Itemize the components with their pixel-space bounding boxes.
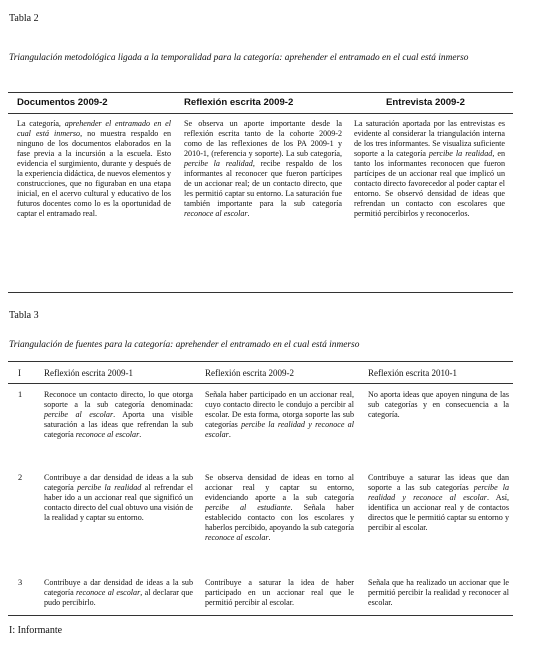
- cell-text: , recibe respaldo de los informantes al reconocer que fueron partícipes de un accionar real; de un contacto directo, que les permitió captar su entorno. La saturación fue también importante para la sub categoría: [184, 159, 342, 209]
- table3-row1-informante: 1: [18, 390, 23, 399]
- cell-text: . Así, identifica un accionar real y de contactos directos que le permitió captar su entorno y percibir al escolar.: [368, 493, 510, 533]
- cell-emphasis: reconoce al escolar: [184, 209, 248, 219]
- cell-text: . Aporta una visible saturación a las ideas que refrendan la sub categoría: [44, 410, 194, 440]
- table3-header-reflexion-2009-1: Reflexión escrita 2009-1: [44, 368, 133, 378]
- table3-row3-cell-2009-2: [205, 578, 354, 608]
- table3-bottom-rule: [8, 615, 513, 616]
- table3-caption: Triangulación de fuentes para la categoría: aprehender el entramado en el cual está inmerso: [9, 340, 360, 350]
- cell-text: , al declarar que pudo percibirlo.: [44, 588, 193, 608]
- table3-label: Tabla 3: [9, 310, 39, 321]
- table2-cell-entrevista: [354, 119, 505, 219]
- table2-header-reflexion: Reflexión escrita 2009-2: [184, 97, 294, 108]
- cell-text: Contribuye a saturar las ideas que dan soporte a las sub categorías: [368, 473, 509, 493]
- table2-top-rule: [8, 92, 513, 93]
- table3-row3-cell-2010-1: [368, 578, 509, 608]
- cell-emphasis: percibe al escolar: [44, 410, 114, 420]
- cell-text: No aporta ideas que apoyen ninguna de las sub categorías y en consecuencia a la categoría.: [368, 390, 509, 420]
- cell-emphasis: aprehender el entramado en el cual está inmerso: [17, 119, 172, 139]
- table3-row2-cell-2009-1: [44, 473, 193, 523]
- table3-header-reflexion-2010-1: Reflexión escrita 2010-1: [368, 368, 457, 378]
- table3-row2-cell-2010-1: [368, 473, 509, 533]
- cell-emphasis: percibe la realidad: [77, 483, 142, 493]
- table2-header-documentos: Documentos 2009-2: [17, 97, 108, 108]
- cell-emphasis: percibe la realidad y reconoce al escolar: [205, 420, 354, 440]
- cell-text: Se observa un aporte importante desde la reflexión escrita tanto de la cohorte 2009-2 como de las reflexiones de los PA 2009-1 y 2010-1, (referencia y soporte). La sub categoría,: [184, 119, 342, 159]
- table2-header-entrevista: Entrevista 2009-2: [386, 97, 465, 108]
- cell-emphasis: percibe la realidad: [428, 149, 493, 159]
- table3-row1-cell-2009-2: [205, 390, 354, 440]
- cell-emphasis: reconoce al escolar: [76, 588, 141, 598]
- table3-footnote: I: Informante: [9, 625, 63, 636]
- cell-text: , en tanto los informantes reconocen que fueron partícipes de un accionar real que implicó un contacto directo favorecedor al poder captar el entorno. Se observó densidad de ideas que refrendan un contacto con escolares que permitió percibirlos y reconocerlos.: [354, 149, 505, 219]
- cell-text: Contribuye a dar densidad de ideas a la sub categoría: [44, 578, 193, 598]
- cell-text: Señala que ha realizado un accionar que le permitió percibir la realidad y reconocer al escolar.: [368, 578, 509, 608]
- cell-emphasis: percibe al estudiante: [205, 503, 291, 513]
- table3-row2-cell-2009-2: [205, 473, 354, 543]
- table3-row1-cell-2009-1: [44, 390, 193, 440]
- table2-header-rule: [8, 113, 513, 114]
- cell-emphasis: reconoce al escolar: [75, 430, 140, 440]
- cell-text: Se observa densidad de ideas en torno al accionar real y captar su entorno, evidenciando aporte a la sub categoría: [205, 473, 354, 503]
- table3-header-reflexion-2009-2: Reflexión escrita 2009-2: [205, 368, 294, 378]
- table3-row1-cell-2010-1: [368, 390, 509, 420]
- cell-text: al refrendar el haber ido a un accionar real que significó un contacto directo del cual obtuvo una visión de la realidad y captar su entorno.: [44, 483, 194, 523]
- cell-text: Reconoce un contacto directo, lo que otorga soporte a la sub categoría denominada:: [44, 390, 193, 410]
- table3-header-informante: I: [18, 368, 21, 378]
- table2-label: Tabla 2: [9, 13, 39, 24]
- cell-emphasis: reconoce al escolar: [205, 533, 269, 543]
- cell-text: .: [139, 430, 142, 440]
- table3-top-rule: [8, 361, 513, 362]
- cell-text: Señala haber participado en un accionar real, cuyo contacto directo le condujo a percibir al escolar. De esta forma, otorga soporte las sub categorías: [205, 390, 354, 430]
- table2-cell-documentos: [17, 119, 171, 219]
- cell-emphasis: percibe la realidad: [184, 159, 253, 169]
- table2-cell-reflexion: [184, 119, 342, 219]
- cell-text: Contribuye a saturar la idea de haber participado en un accionar real que le permitió percibir al escolar.: [205, 578, 354, 608]
- table2-bottom-rule: [8, 292, 513, 293]
- cell-text: La saturación aportada por las entrevistas es evidente al considerar la triangulación interna de los tres informantes. Se visualiza suficiente soporte a la categoría: [354, 119, 505, 159]
- cell-text: .: [228, 430, 231, 440]
- table3-header-rule: [8, 383, 513, 384]
- cell-text: , no muestra respaldo en ninguno de los documentos elaborados en la fase previa a la incursión a la escuela. Esto evidencia el surgimiento, durante y después de la experiencia didáctica, de nuevos elementos y construcciones, que no figuraban en una etapa inicial, en el acervo cultural y educativo de los futuros docentes como lo es la oportunidad de captar el entramado real.: [17, 129, 171, 219]
- cell-text: .: [247, 209, 250, 219]
- table3-row3-cell-2009-1: [44, 578, 193, 608]
- table2-caption: Triangulación metodológica ligada a la temporalidad para la categoría: aprehender el entramado en el cual está inmerso: [9, 53, 469, 63]
- cell-text: . Señala haber establecido contacto con los escolares y haberlos percibido, apoyando la sub categoría: [205, 503, 354, 533]
- cell-text: .: [268, 533, 271, 543]
- cell-emphasis: percibe la realidad y reconoce al escolar: [368, 483, 509, 503]
- cell-text: La categoría,: [17, 119, 65, 128]
- table3-row3-informante: 3: [18, 578, 23, 587]
- cell-text: Contribuye a dar densidad de ideas a la sub categoría: [44, 473, 193, 493]
- table3-row2-informante: 2: [18, 473, 23, 482]
